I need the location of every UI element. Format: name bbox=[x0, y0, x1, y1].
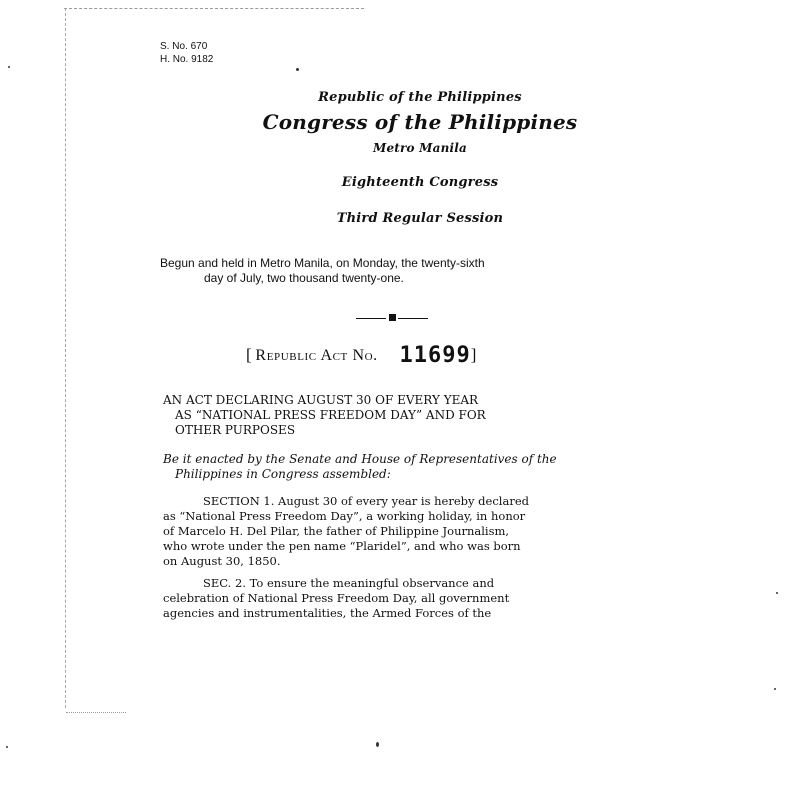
close-bracket: ] bbox=[470, 345, 477, 364]
scan-speck bbox=[376, 742, 379, 747]
bill-numbers bbox=[160, 40, 213, 66]
enacting-clause-line-1: Be it enacted by the Senate and House of Representatives of the bbox=[163, 452, 557, 466]
act-title bbox=[163, 393, 643, 438]
congress-heading: Congress of the Philippines bbox=[262, 110, 578, 134]
section-2 bbox=[163, 576, 633, 621]
page-edge-bottom bbox=[66, 712, 126, 713]
congress-number-heading: Eighteenth Congress bbox=[341, 175, 499, 190]
section-1 bbox=[163, 494, 633, 569]
act-title-line-3: OTHER PURPOSES bbox=[175, 423, 296, 437]
enacting-clause-line-2: Philippines in Congress assembled: bbox=[175, 467, 391, 481]
enacting-clause bbox=[163, 452, 643, 482]
page-edge-top bbox=[64, 8, 364, 9]
act-title-line-2: AS “NATIONAL PRESS FREEDOM DAY” AND FOR bbox=[175, 408, 486, 422]
act-title-line-1: AN ACT DECLARING AUGUST 30 OF EVERY YEAR bbox=[163, 393, 479, 407]
section-1-line-2: as “National Press Freedom Day”, a working holiday, in honor bbox=[163, 509, 526, 523]
begun-line-2: day of July, two thousand twenty-one. bbox=[204, 271, 404, 285]
republic-heading: Republic of the Philippines bbox=[318, 90, 522, 105]
open-bracket: [ bbox=[246, 345, 252, 364]
republic-act-label: Republic Act No. bbox=[255, 347, 378, 364]
session-heading: Third Regular Session bbox=[336, 211, 504, 226]
section-2-line-1: SEC. 2. To ensure the meaningful observance and bbox=[203, 576, 495, 590]
section-1-line-5: on August 30, 1850. bbox=[163, 554, 281, 568]
ornament-bar-left bbox=[356, 318, 386, 319]
page-edge-left bbox=[65, 8, 66, 708]
begun-line-1: Begun and held in Metro Manila, on Monday, the twenty-sixth bbox=[160, 256, 485, 270]
scan-speck bbox=[296, 68, 299, 71]
ornament-divider bbox=[356, 317, 428, 319]
begun-statement bbox=[160, 256, 640, 286]
house-bill-number: H. No. 9182 bbox=[160, 54, 214, 65]
ornament-bar-right bbox=[398, 318, 428, 319]
republic-act-line bbox=[246, 343, 476, 368]
senate-bill-number: S. No. 670 bbox=[160, 41, 208, 52]
scan-speck bbox=[8, 66, 10, 68]
section-2-line-3: agencies and instrumentalities, the Armed Forces of the bbox=[163, 606, 492, 620]
scan-speck bbox=[774, 688, 776, 690]
republic-act-number: 11699 bbox=[399, 343, 471, 368]
section-2-line-2: celebration of National Press Freedom Day, all government bbox=[163, 591, 510, 605]
section-1-line-4: who wrote under the pen name “Plaridel”, and who was born bbox=[163, 539, 521, 553]
section-1-line-1: SECTION 1. August 30 of every year is hereby declared bbox=[203, 494, 529, 508]
section-1-line-3: of Marcelo H. Del Pilar, the father of Philippine Journalism, bbox=[163, 524, 510, 538]
scan-speck bbox=[6, 746, 8, 748]
city-heading: Metro Manila bbox=[372, 141, 468, 155]
scan-speck bbox=[776, 592, 778, 594]
ornament-square-icon bbox=[389, 314, 396, 321]
